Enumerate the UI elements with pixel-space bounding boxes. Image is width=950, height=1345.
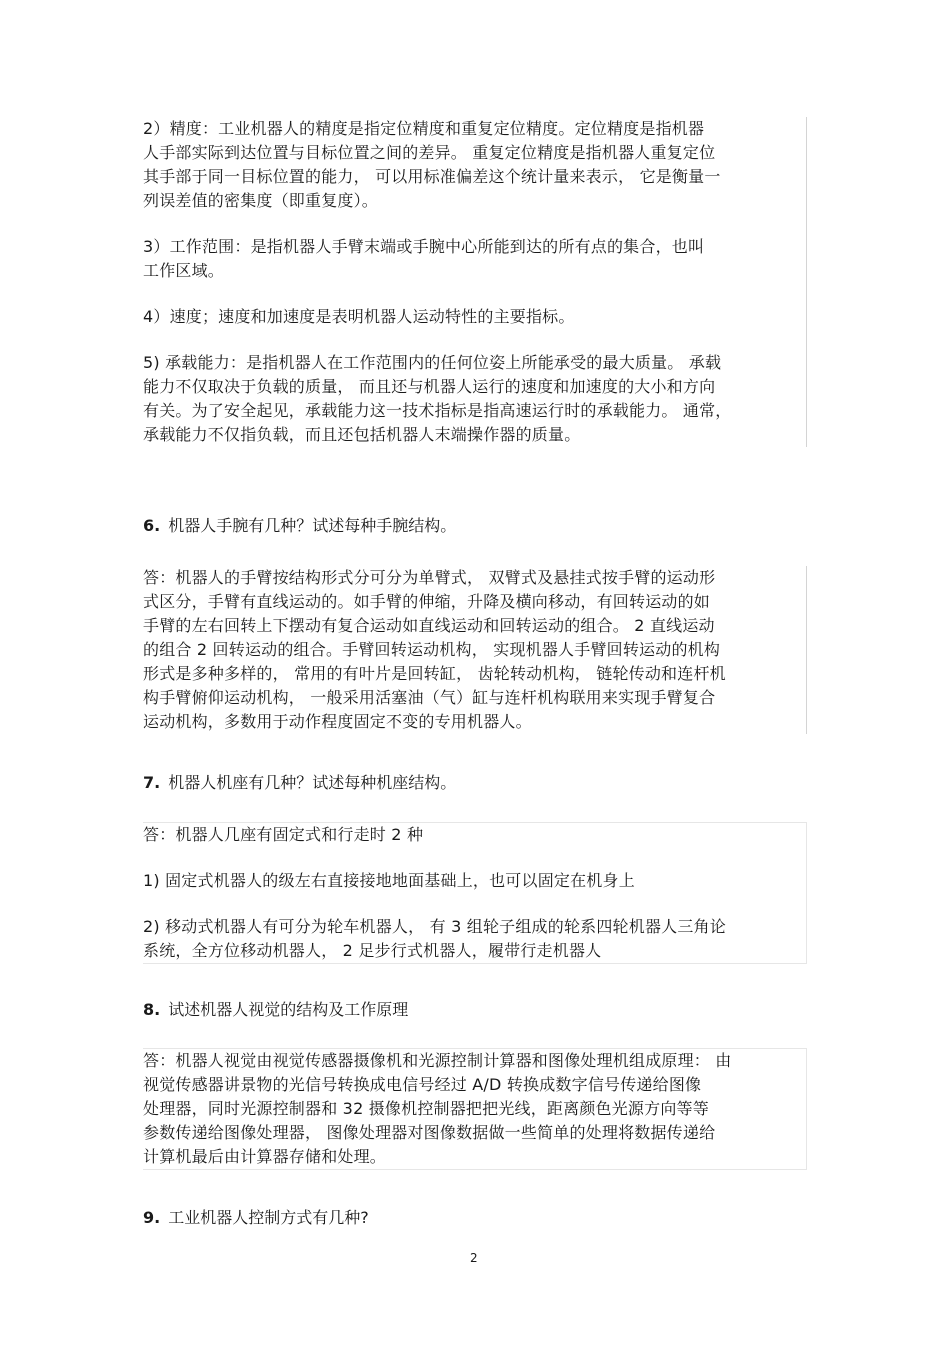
answer-6 — [143, 566, 807, 734]
text-line: 工作区域。 — [143, 261, 225, 280]
question-9 — [143, 1206, 369, 1230]
question-7 — [143, 771, 456, 795]
text-line: 的组合 2 回转运动的组合。手臂回转运动机构， 实现机器人手臂回转运动的机构 — [143, 640, 721, 659]
text-line: 计算机最后由计算器存储和处理。 — [143, 1147, 387, 1166]
answer-7 — [143, 822, 807, 964]
text-line: 列误差值的密集度（即重复度）。 — [143, 191, 379, 210]
text-line: 视觉传感器讲景物的光信号转换成电信号经过 A/D 转换成数字信号传递给图像 — [143, 1075, 702, 1094]
text-line: 式区分，手臂有直线运动的。如手臂的伸缩，升降及横向移动，有回转运动的如 — [143, 592, 711, 611]
question-number: 8. — [143, 1000, 161, 1019]
text-line: 答：机器人的手臂按结构形式分可分为单臂式， 双臂式及悬挂式按手臂的运动形 — [143, 568, 716, 587]
question-number: 7. — [143, 773, 161, 792]
text-line: 1) 固定式机器人的级左右直接接地地面基础上，也可以固定在机身上 — [143, 871, 635, 890]
text-line: 运动机构，多数用于动作程度固定不变的专用机器人。 — [143, 712, 532, 731]
text-line: 处理器，同时光源控制器和 32 摄像机控制器把把光线，距离颜色光源方向等等 — [143, 1099, 709, 1118]
paragraph-precision — [143, 117, 807, 447]
text-line: 3）工作范围：是指机器人手臂末端或手腕中心所能到达的所有点的集合，也叫 — [143, 237, 705, 256]
text-line: 人手部实际到达位置与目标位置之间的差异。 重复定位精度是指机器人重复定位 — [143, 143, 716, 162]
question-text: 机器人机座有几种？试述每种机座结构。 — [168, 773, 457, 792]
text-line: 承载能力不仅指负载，而且还包括机器人末端操作器的质量。 — [143, 425, 581, 444]
text-line: 4）速度；速度和加速度是表明机器人运动特性的主要指标。 — [143, 307, 575, 326]
page-number: 2 — [470, 1251, 478, 1265]
text-line: 其手部于同一目标位置的能力， 可以用标准偏差这个统计量来表示， 它是衡量一 — [143, 167, 721, 186]
text-line: 2) 移动式机器人有可分为轮车机器人， 有 3 组轮子组成的轮系四轮机器人三角论 — [143, 917, 726, 936]
text-line: 答：机器人视觉由视觉传感器摄像机和光源控制计算器和图像处理机组成原理： 由 — [143, 1051, 732, 1070]
question-text: 试述机器人视觉的结构及工作原理 — [168, 1000, 409, 1019]
text-line: 构手臂俯仰运动机构， 一般采用活塞油（气）缸与连杆机构联用来实现手臂复合 — [143, 688, 716, 707]
question-text: 机器人手腕有几种？试述每种手腕结构。 — [168, 516, 457, 535]
text-line: 参数传递给图像处理器， 图像处理器对图像数据做一些简单的处理将数据传递给 — [143, 1123, 716, 1142]
text-line: 系统，全方位移动机器人， 2 足步行式机器人，履带行走机器人 — [143, 941, 602, 960]
question-number: 6. — [143, 516, 161, 535]
text-line: 2）精度：工业机器人的精度是指定位精度和重复定位精度。定位精度是指机器 — [143, 119, 705, 138]
question-6 — [143, 514, 456, 538]
text-line: 手臂的左右回转上下摆动有复合运动如直线运动和回转运动的组合。 2 直线运动 — [143, 616, 715, 635]
text-line: 能力不仅取决于负载的质量， 而且还与机器人运行的速度和加速度的大小和方向 — [143, 377, 716, 396]
answer-8 — [143, 1048, 807, 1170]
question-8 — [143, 998, 408, 1022]
text-line: 形式是多种多样的， 常用的有叶片是回转缸， 齿轮转动机构， 链轮传动和连杆机 — [143, 664, 726, 683]
text-line: 答：机器人几座有固定式和行走时 2 种 — [143, 825, 424, 844]
text-line: 5) 承载能力：是指机器人在工作范围内的任何位姿上所能承受的最大质量。 承载 — [143, 353, 722, 372]
question-number: 9. — [143, 1208, 161, 1227]
question-text: 工业机器人控制方式有几种? — [168, 1208, 369, 1227]
text-line: 有关。为了安全起见，承载能力这一技术指标是指高速运行时的承载能力。 通常， — [143, 401, 732, 420]
